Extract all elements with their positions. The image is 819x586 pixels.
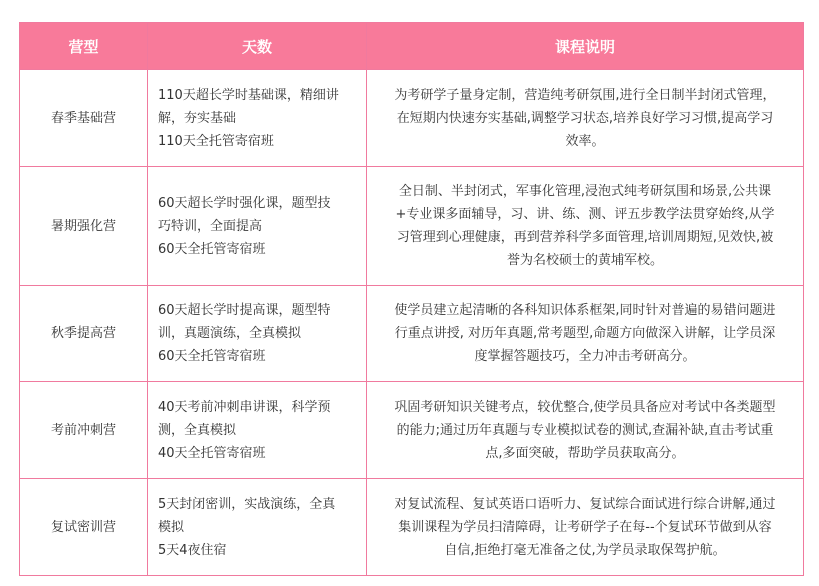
desc-line: 效率。: [565, 133, 605, 149]
days-line: 巧特训，全面提高: [158, 218, 263, 234]
camp-name: 秋季提高营: [20, 286, 148, 382]
desc-cell: [367, 286, 804, 382]
camp-name: 复试密训营: [20, 479, 148, 576]
desc-cell: [367, 167, 804, 286]
camp-name: 考前冲刺营: [20, 382, 148, 479]
desc-line: 度掌握答题技巧，全力冲击考研高分。: [474, 349, 696, 364]
days-line: 5天4夜住宿: [158, 542, 227, 558]
days-cell: [148, 479, 367, 576]
desc-line: 自信,拒绝打毫无准备之仗,为学员录取保驾护航。: [444, 542, 726, 558]
desc-line: +专业课多面辅导，习、讲、练、测、评五步教学法贯穿始终,从学: [395, 207, 775, 222]
desc-line: 习管理到心理健康，再到营养科学多面管理,培训周期短,见效快,被: [396, 230, 774, 245]
days-line: 5天封闭密训，实战演练，全真: [158, 496, 336, 512]
course-table: [19, 22, 804, 576]
days-line: 40天全托管寄宿班: [158, 445, 266, 461]
days-cell: [148, 286, 367, 382]
desc-line: 对复试流程、复试英语口语听力、复试综合面试进行综合讲解,通过: [394, 496, 776, 512]
desc-cell: [367, 382, 804, 479]
desc-cell: [367, 70, 804, 167]
days-line: 110天全托管寄宿班: [158, 133, 274, 149]
camp-name: 暑期强化营: [20, 167, 148, 286]
days-line: 40天考前冲刺串讲课，科学预: [158, 399, 331, 415]
desc-line: 点,多面突破，帮助学员获取高分。: [485, 445, 685, 461]
header-desc: 课程说明: [367, 23, 804, 70]
camp-name: 春季基础营: [20, 70, 148, 167]
header-days: 天数: [148, 23, 367, 70]
desc-line: 的能力;通过历年真题与专业模拟试卷的测试,查漏补缺,直击考试重: [396, 422, 774, 438]
table-row: [20, 286, 804, 382]
days-cell: [148, 167, 367, 286]
table-header-row: [20, 23, 804, 70]
days-line: 训，真题演练，全真模拟: [158, 326, 302, 341]
desc-line: 在短期内快速夯实基础,调整学习状态,培养良好学习习惯,提高学习: [396, 110, 774, 126]
desc-line: 为考研学子量身定制，营造纯考研氛围,进行全日制半封闭式管理，: [394, 87, 776, 103]
days-line: 60天超长学时提高课，题型特: [158, 303, 331, 318]
desc-cell: [367, 479, 804, 576]
desc-line: 行重点讲授, 对历年真题,常考题型,命题方向做深入讲解，让学员深: [394, 326, 776, 341]
days-line: 60天超长学时强化课，题型技: [158, 195, 331, 211]
days-cell: [148, 382, 367, 479]
days-line: 60天全托管寄宿班: [158, 349, 266, 364]
desc-line: 誉为名校硕士的黄埔军校。: [506, 253, 663, 268]
days-line: 110天超长学时基础课，精细讲: [158, 87, 339, 103]
desc-line: 全日制、半封闭式，军事化管理,浸泡式纯考研氛围和场景,公共课: [398, 184, 772, 199]
desc-line: 巩固考研知识关键考点，较优整合,使学员具备应对考试中各类题型: [394, 399, 776, 415]
course-table-container: [19, 22, 803, 576]
days-cell: [148, 70, 367, 167]
table-row: [20, 479, 804, 576]
days-line: 60天全托管寄宿班: [158, 241, 266, 257]
days-line: 模拟: [158, 519, 185, 535]
desc-line: 集训课程为学员扫清障碍，让考研学子在每--个复试环节做到从容: [398, 519, 772, 535]
header-camp: 营型: [20, 23, 148, 70]
table-row: [20, 70, 804, 167]
table-row: [20, 382, 804, 479]
desc-line: 使学员建立起清晰的各科知识体系框架,同时针对普遍的易错问题进: [394, 303, 776, 318]
days-line: 测，全真模拟: [158, 422, 237, 438]
days-line: 解，夯实基础: [158, 110, 237, 126]
table-row: [20, 167, 804, 286]
